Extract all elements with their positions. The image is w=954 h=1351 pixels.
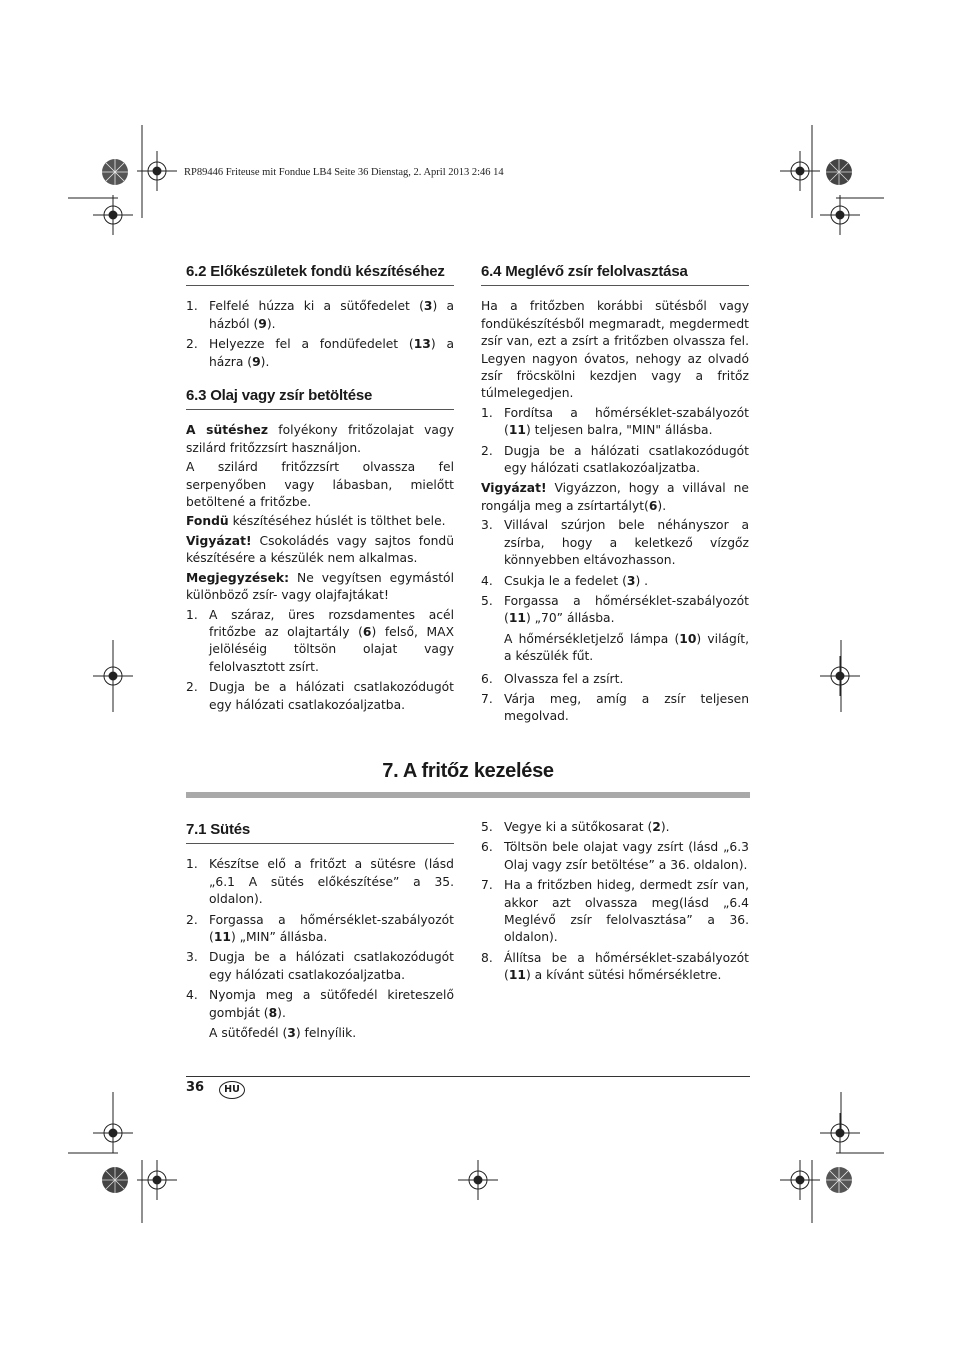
left-column-bottom [186,821,454,1047]
text-run: A sütőfedél ( [209,1026,288,1041]
list-number: 5. [481,820,493,834]
list-number: 3. [481,518,493,533]
list-item [186,856,454,908]
list-6-4-c [481,671,749,726]
footer-rule [186,1076,750,1077]
chapter-title-7: 7. A fritőz kezelése [382,760,554,782]
bold-lead: Vigyázat! [481,481,547,496]
text-run: Fordítsa a hőmérséklet-szabályozót ( [504,405,749,438]
section-title-7-1: 7.1 Sütés [186,821,454,844]
list-6-2 [186,298,454,371]
text-run: Villával szúrjon bele néhányszor a zsírba, hogy a keletkező vízgőz könnyebben eltávozhasson. [504,518,749,568]
paragraph: A szilárd fritőzzsírt olvassza fel serpenyőben vagy lábasban, mielőtt betöltené a fritőzbe. [186,460,454,510]
list-number: 2. [481,443,493,458]
list-item [481,443,749,478]
list-6-4-b [481,517,749,627]
text-run: ) „MIN” állásba. [230,930,328,945]
step-note [481,631,749,666]
starburst-mark-icon [100,1165,130,1195]
text-run: ). [277,1005,286,1020]
text-run: Dugja be a hálózati csatlakozódugót egy hálózati csatlakozóaljzatba. [209,950,454,982]
list-item [186,298,454,333]
paragraph [186,533,454,568]
list-number: 7. [481,691,493,706]
registration-mark-icon [820,656,860,696]
part-number: 9 [252,354,261,369]
registration-mark-icon [93,1113,133,1153]
text-run: Felfelé húzza ki a sütőfedelet ( [209,299,424,314]
text-run: Nyomja meg a sütőfedél kireteszelő gombját ( [209,988,454,1020]
text-run: Vigyázzon, hogy a villával ne rongálja meg a zsírtartályt( [481,481,749,513]
registration-mark-icon [137,1160,177,1200]
list-item [186,336,454,371]
list-item [481,950,749,985]
text-run: ) a kívánt sütési hőmérsékletre. [525,968,722,983]
list-number: 2. [186,680,198,695]
section-title-6-3: 6.3 Olaj vagy zsír betöltése [186,387,454,410]
text-run: ). [660,820,670,834]
registration-mark-icon [820,195,860,235]
list-item [481,839,749,874]
paragraph-text: Csokoládés vagy sajtos fondü készítésére a készülék nem alkalmas. [186,533,454,566]
list-6-3 [186,607,454,714]
list-number: 1. [186,857,198,872]
section-title-6-2: 6.2 Előkészületek fondü készítéséhez [186,263,454,286]
text-run: ) „70” állásba. [525,611,615,626]
part-number: 10 [679,631,697,646]
text-run: ) felső, MAX jelöléséig töltsön olajat vagy felolvasztott zsírt. [209,624,454,674]
starburst-mark-icon [824,157,854,187]
chapter-divider [186,792,750,798]
list-number: 4. [186,988,198,1003]
text-run: Ha a fritőzben hideg, dermedt zsír van, akkor azt olvassza meg(lásd „6.4 Meglévő zsír felolvasztása” a 36. oldalon). [504,878,749,945]
paragraph [186,570,454,605]
registration-mark-icon [780,151,820,191]
text-run: Vegye ki a sütőkosarat ( [504,820,653,834]
bold-lead: Megjegyzések: [186,570,290,585]
list-number: 4. [481,573,493,588]
registration-mark-icon [820,1113,860,1153]
text-run: ) világít, a készülék fűt. [504,631,749,664]
text-run: Forgassa a hőmérséklet-szabályozót ( [504,593,749,626]
part-number: 6 [648,498,658,513]
paragraph-text: Ne vegyítsen egymástól különböző zsír- vagy olajfajtákat! [186,570,454,603]
language-badge: HU [219,1081,245,1099]
text-run: ). [266,316,276,331]
paragraph: Ha a fritőzben korábbi sütésből vagy fondükészítésből megmaradt, megdermedt zsír van, ezt a zsírt a fritőzben olvassza fel. Legyen nagyon óvatos, nehogy az olvadó zsír fröcskölni kezdjen vagy a fritőz túlmelegedjen. [481,299,749,401]
list-item [481,573,749,590]
paragraph [186,513,454,530]
registration-mark-icon [93,656,133,696]
list-number: 3. [186,950,198,965]
part-number: 2 [652,820,661,834]
list-number: 6. [481,840,493,855]
part-number: 13 [413,337,431,352]
list-item [481,517,749,569]
list-number: 5. [481,593,493,608]
part-number: 8 [268,1005,278,1020]
text-run: ) teljesen balra, "MIN" állásba. [525,423,713,438]
bold-lead: A sütéshez [186,423,269,438]
starburst-mark-icon [100,157,130,187]
bold-lead: Fondü [186,514,229,529]
right-column-top [481,263,749,729]
registration-mark-icon [458,1160,498,1200]
list-7-1 [186,856,454,1022]
part-number: 9 [258,316,267,331]
list-item [481,671,749,688]
list-number: 1. [186,299,198,314]
list-number: 7. [481,878,493,893]
list-number: 2. [186,337,198,352]
page-number: 36 [186,1080,205,1095]
list-item [481,593,749,628]
list-item [186,679,454,714]
list-number: 1. [481,405,493,420]
list-6-4-a [481,405,749,478]
text-run: Olvassza fel a zsírt. [504,671,624,686]
list-number: 1. [186,607,198,622]
section-title-6-4: 6.4 Meglévő zsír felolvasztása [481,263,749,286]
part-number: 6 [362,624,372,639]
right-column-bottom [481,819,749,988]
text-run: Dugja be a hálózati csatlakozódugót egy hálózati csatlakozóaljzatba. [504,443,749,476]
text-run: ). [260,354,270,369]
list-item [186,987,454,1022]
starburst-mark-icon [824,1165,854,1195]
paragraph-text: készítéséhez húslét is tölthet bele. [228,514,446,529]
text-run: Készítse elő a fritőzt a sütésre (lásd „6.1 A sütés előkészítése” a 35. oldalon). [209,857,454,907]
bold-lead: Vigyázat! [186,533,252,548]
left-column-top [186,263,454,717]
text-run: Várja meg, amíg a zsír teljesen megolvad. [504,691,749,724]
text-run: A száraz, üres rozsdamentes acél fritőzbe az olajtartály ( [209,607,454,639]
part-number: 11 [508,968,526,983]
list-item [481,691,749,726]
text-run: Helyezze fel a fondüfedelet ( [209,337,414,352]
text-run: Dugja be a hálózati csatlakozódugót egy hálózati csatlakozóaljzatba. [209,680,454,712]
list-item [186,912,454,947]
list-number: 6. [481,671,493,686]
text-run: A hőmérsékletjelző lámpa ( [504,631,680,646]
text-run: ) a házra ( [209,337,454,369]
text-run: Töltsön bele olajat vagy zsírt (lásd „6.3 Olaj vagy zsír betöltése” a 36. oldalon). [504,840,749,872]
list-number: 2. [186,912,198,927]
list-number: 8. [481,950,493,965]
warning-paragraph [481,480,749,515]
text-run: ) felnyílik. [295,1026,357,1041]
list-7-1-right [481,819,749,985]
paragraph-text: folyékony fritőzolajat vagy szilárd fritőzzsírt használjon. [186,423,454,455]
print-header: RP89446 Friteuse mit Fondue LB4 Seite 36 Dienstag, 2. April 2013 2:46 14 [184,167,504,178]
part-number: 11 [508,611,526,626]
list-item [186,949,454,984]
registration-mark-icon [93,195,133,235]
list-item [481,877,749,947]
text-run: ) a házból ( [209,299,454,331]
text-run: ). [657,498,667,513]
part-number: 11 [508,423,526,438]
text-run: ) . [635,573,649,588]
list-item [186,607,454,677]
list-item [481,405,749,440]
part-number: 11 [213,930,231,945]
part-number: 3 [423,299,433,314]
step-note [186,1025,454,1042]
registration-mark-icon [137,151,177,191]
text-run: Állítsa be a hőmérséklet-szabályozót ( [504,950,749,983]
registration-mark-icon [780,1160,820,1200]
list-item [481,819,749,836]
part-number: 3 [626,573,636,588]
text-run: Forgassa a hőmérséklet-szabályozót ( [209,912,454,945]
text-run: Csukja le a fedelet ( [504,573,627,588]
part-number: 3 [287,1026,296,1041]
paragraph [186,422,454,457]
